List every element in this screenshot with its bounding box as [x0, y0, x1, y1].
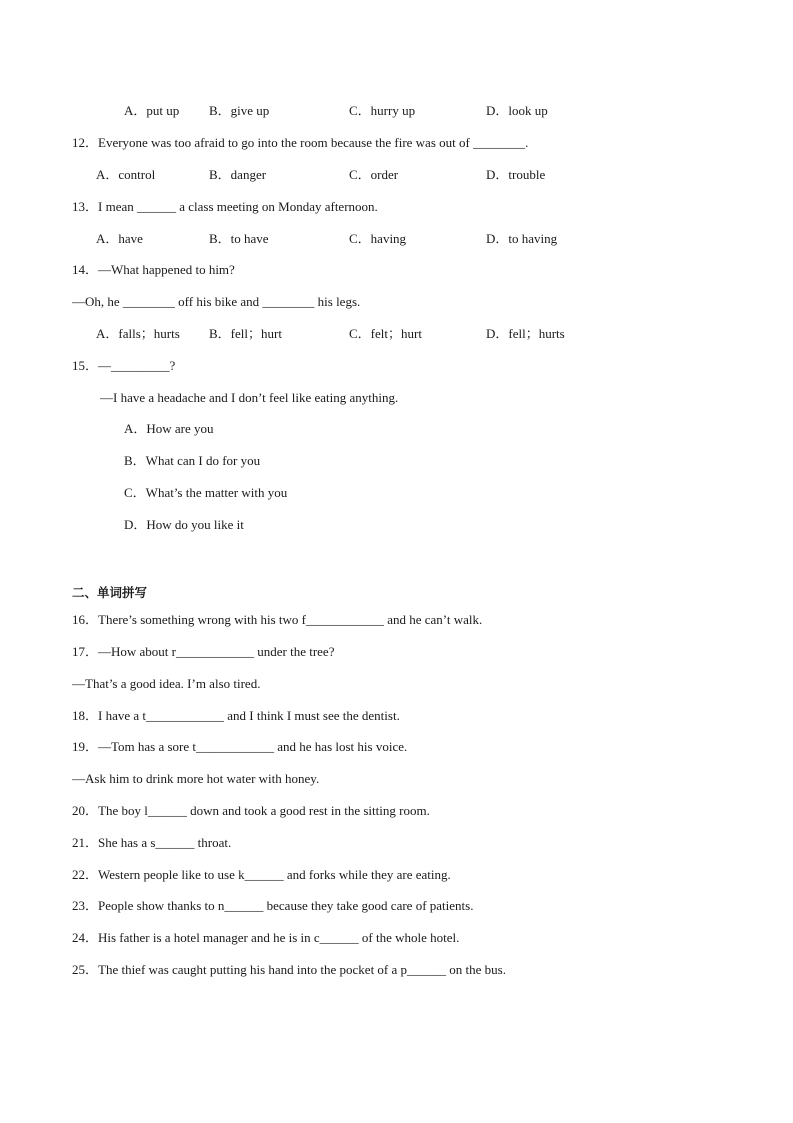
spelling-item-reply: —Ask him to drink more hot water with honey. — [72, 771, 320, 786]
spelling-item: 24．His father is a hotel manager and he is in c______ of the whole hotel. — [72, 930, 460, 945]
q14-text: 14．—What happened to him? — [72, 262, 235, 277]
q13-option-c: C．having — [349, 231, 407, 246]
q13-option-b: B．to have — [209, 231, 269, 246]
q14-option-b: B．fell；hurt — [209, 326, 282, 341]
q11-option-d: D．look up — [486, 103, 548, 118]
q11-option-b: B．give up — [209, 103, 270, 118]
spelling-item: 25．The thief was caught putting his hand into the pocket of a p______ on the bus. — [72, 962, 506, 977]
section-heading-spelling: 二、单词拼写 — [72, 585, 148, 600]
spelling-item: 22．Western people like to use k______ and forks while they are eating. — [72, 867, 451, 882]
q13-text: 13．I mean ______ a class meeting on Monday afternoon. — [72, 199, 378, 214]
q15-option-d: D．How do you like it — [124, 517, 244, 532]
spelling-item-reply: —That’s a good idea. I’m also tired. — [72, 676, 261, 691]
q15-option-b: B．What can I do for you — [124, 453, 261, 468]
q12-option-c: C．order — [349, 167, 399, 182]
spelling-item: 23．People show thanks to n______ because they take good care of patients. — [72, 898, 474, 913]
q12-option-a: A．control — [96, 167, 156, 182]
q14-text-reply: —Oh, he ________ off his bike and ________ his legs. — [72, 294, 361, 309]
spelling-item: 17．—How about r____________ under the tree? — [72, 644, 335, 659]
q14-option-c: C．felt；hurt — [349, 326, 422, 341]
q12-option-b: B．danger — [209, 167, 267, 182]
spelling-item: 19．—Tom has a sore t____________ and he has lost his voice. — [72, 739, 408, 754]
q15-option-c: C．What’s the matter with you — [124, 485, 288, 500]
q14-option-d: D．fell；hurts — [486, 326, 565, 341]
q12-text: 12．Everyone was too afraid to go into the room because the fire was out of ________. — [72, 135, 529, 150]
q15-text: 15．—_________? — [72, 358, 176, 373]
q13-option-d: D．to having — [486, 231, 558, 246]
q15-option-a: A．How are you — [124, 421, 214, 436]
spelling-item: 18．I have a t____________ and I think I must see the dentist. — [72, 708, 400, 723]
spelling-item: 20．The boy l______ down and took a good rest in the sitting room. — [72, 803, 430, 818]
q11-option-c: C．hurry up — [349, 103, 416, 118]
q12-option-d: D．trouble — [486, 167, 546, 182]
q14-option-a: A．falls；hurts — [96, 326, 180, 341]
q13-option-a: A．have — [96, 231, 143, 246]
q15-text-reply: —I have a headache and I don’t feel like eating anything. — [100, 390, 399, 405]
q11-option-a: A．put up — [124, 103, 180, 118]
spelling-item: 21．She has a s______ throat. — [72, 835, 232, 850]
spelling-item: 16．There’s something wrong with his two f____________ and he can’t walk. — [72, 612, 483, 627]
